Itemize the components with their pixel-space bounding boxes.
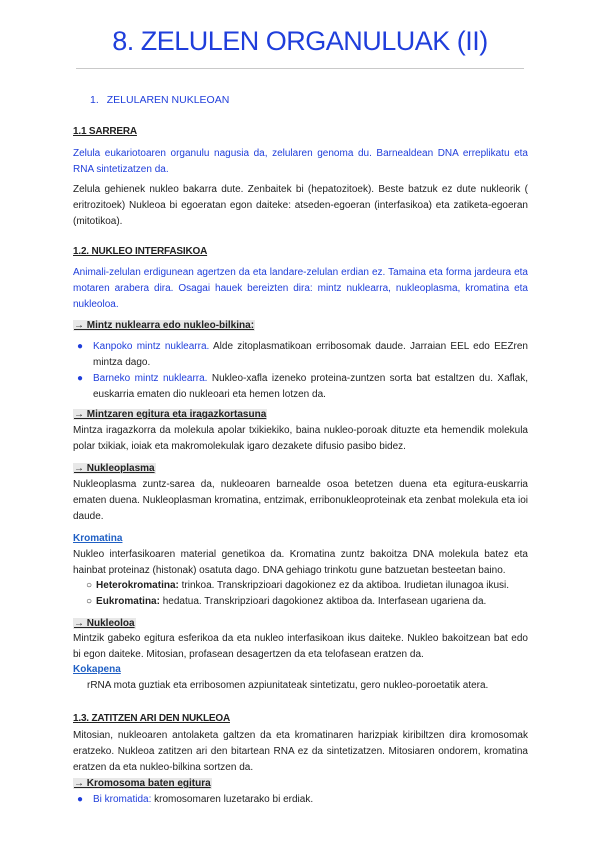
subheading-nukleoplasma — [73, 461, 528, 477]
item-term: Eukromatina: — [96, 596, 160, 607]
item-term: Heterokromatina: — [96, 580, 179, 591]
list-item-barneko — [73, 371, 528, 403]
list-item-text — [93, 339, 528, 371]
item-body: hedatua. Transkripzioari dagokionez aktiboa da. Interfasean ugariena da. — [159, 596, 487, 607]
list-item-text — [93, 371, 528, 403]
nukleoplasma-paragraph: Nukleoplasma zuntz-sarea da, nukleoaren barnealde osoa betetzen duena eta egitura-euskarria ematen duena. Nukleoplasman kromatina, entzimak, erribonukleoproteinak eta zenbat molekula eta ioi daude. — [73, 479, 528, 522]
section-label: ZELULAREN NUKLEOAN — [106, 94, 230, 106]
subheading-nukleoloa-text: → Nukleoloa — [74, 618, 135, 629]
bullet-icon: ● — [77, 794, 84, 805]
bullet-term: Kanpoko mintz nuklearra. — [93, 341, 210, 352]
zatitzen-paragraph: Mitosian, nukleoaren antolaketa galtzen da eta kromatinaren harizpiak kiribiltzen dira kromosomak eratzeko. Nukleoa zatitzen ari den bitartean RNA ez da sintetizatzen. Mitosiaren ondorem, kromatina eratzen da eta nukleo-bilkina sortzen da. — [73, 730, 528, 773]
section-number: 1. — [90, 94, 99, 106]
bullet-body: kromosomaren luzetarako bi erdiak. — [151, 794, 314, 805]
section-heading-1 — [90, 92, 545, 108]
subheading-kromosoma-text: → Kromosoma baten egitura — [74, 778, 211, 789]
item-body: trinkoa. Transkripzioari dagokionez ez da aktiboa. Irudietan ilunagoa ikusi. — [178, 580, 510, 591]
bullet-term: Bi kromatida: — [93, 794, 152, 805]
subheading-nukleoloa — [73, 616, 528, 632]
bullet-icon: ● — [77, 373, 84, 384]
heading-zatitzen: 1.3. ZATITZEN ARI DEN NUKLEOA — [73, 713, 230, 724]
link-kromatina[interactable] — [73, 531, 528, 547]
kromatina-item-heterokromatina — [86, 578, 526, 594]
kromatina-item-eukromatina — [86, 594, 526, 610]
circle-bullet-icon: ○ — [86, 596, 93, 607]
subheading-egitura — [73, 407, 528, 423]
sarrera-paragraph: Zelula gehienek nukleo bakarra dute. Zenbaitek bi (hepatozitoek). Beste batzuk ez dute nukleorik ( eritrozitoek) Nukleoa bi egoeratan egon daiteke: atseden-egoeran (interfasikoa) eta zatiketa-egoeran (mitotikoa). — [73, 184, 528, 227]
bullet-term: Barneko mintz nuklearra. — [93, 373, 208, 384]
bullet-body: Alde zitoplasmatikoan erribosomak daude. Jarraian EEL edo EEZren mintza dago. — [93, 341, 528, 368]
list-item-kanpoko — [73, 339, 528, 371]
subheading-egitura-text: → Mintzaren egitura eta iragazkortasuna — [74, 409, 267, 420]
subheading-mintz — [73, 318, 528, 334]
interfasikoa-intro: Animali-zelulan erdigunean agertzen da eta landare-zelulan erdian ez. Tamaina eta forma jardeura eta motaren arabera dira. Osagai hauek bereizten dira: mintz nuklearra, nukleoplasma, kromatina eta nukleoloa. — [73, 267, 528, 310]
page-title: 8. ZELULEN ORGANULUAK (II) — [112, 26, 488, 56]
subheading-mintz-text: → Mintz nuklearra edo nukleo-bilkina: — [74, 320, 255, 331]
bullet-body: Nukleo-xafla izeneko proteina-zuntzen sorta bat estaltzen du. Xaflak, euskarria ematen dio nukleoari eta hemen lotzen da. — [93, 373, 528, 400]
kokapena-paragraph: rRNA mota guztiak eta erribosomen azpiunitateak sintetizatu, gero nukleo-poroetatik atera. — [87, 680, 489, 691]
subheading-kromosoma — [73, 776, 528, 792]
egitura-paragraph: Mintza iragazkorra da molekula apolar txikiekiko, baina nukleo-poroak dituzte eta hemendik molekula polar txikiak, ioiak eta makromolekulak igaro dezakete difusio pasibo bidez. — [73, 425, 528, 452]
kromatina-paragraph: Nukleo interfasikoaren material genetikoa da. Kromatina zuntz bakoitza DNA molekula batez eta hainbat proteinaz (histonak) osatuta dago. DNA gehiago trinkotu gune batzuetan besteetan baino. — [73, 549, 528, 576]
heading-sarrera: 1.1 SARRERA — [73, 126, 137, 137]
circle-bullet-icon: ○ — [86, 580, 93, 591]
sarrera-intro: Zelula eukariotoaren organulu nagusia da, zelularen genoma du. Barnealdean DNA erreplikatu eta RNA sintetizatzen da. — [73, 148, 528, 175]
subheading-nukleoplasma-text: → Nukleoplasma — [74, 463, 155, 474]
bullet-icon: ● — [77, 341, 84, 352]
title-divider — [76, 68, 524, 69]
heading-nukleo-interfasikoa: 1.2. NUKLEO INTERFASIKOA — [73, 246, 208, 257]
list-item-bi-kromatida — [73, 792, 528, 808]
kokapena-link-text[interactable]: Kokapena — [73, 664, 121, 675]
list-item-text — [93, 792, 528, 808]
link-kokapena[interactable] — [73, 662, 528, 678]
nukleoloa-paragraph: Mintzik gabeko egitura esferikoa da eta nukleo interfasikoan ikus daiteke. Nukleo bakoitzean bat edo bi egon daiteke. Mitosian, profasean desagertzen da eta telofasean eratzen da. — [73, 633, 528, 660]
kromatina-link-text[interactable]: Kromatina — [73, 533, 123, 544]
